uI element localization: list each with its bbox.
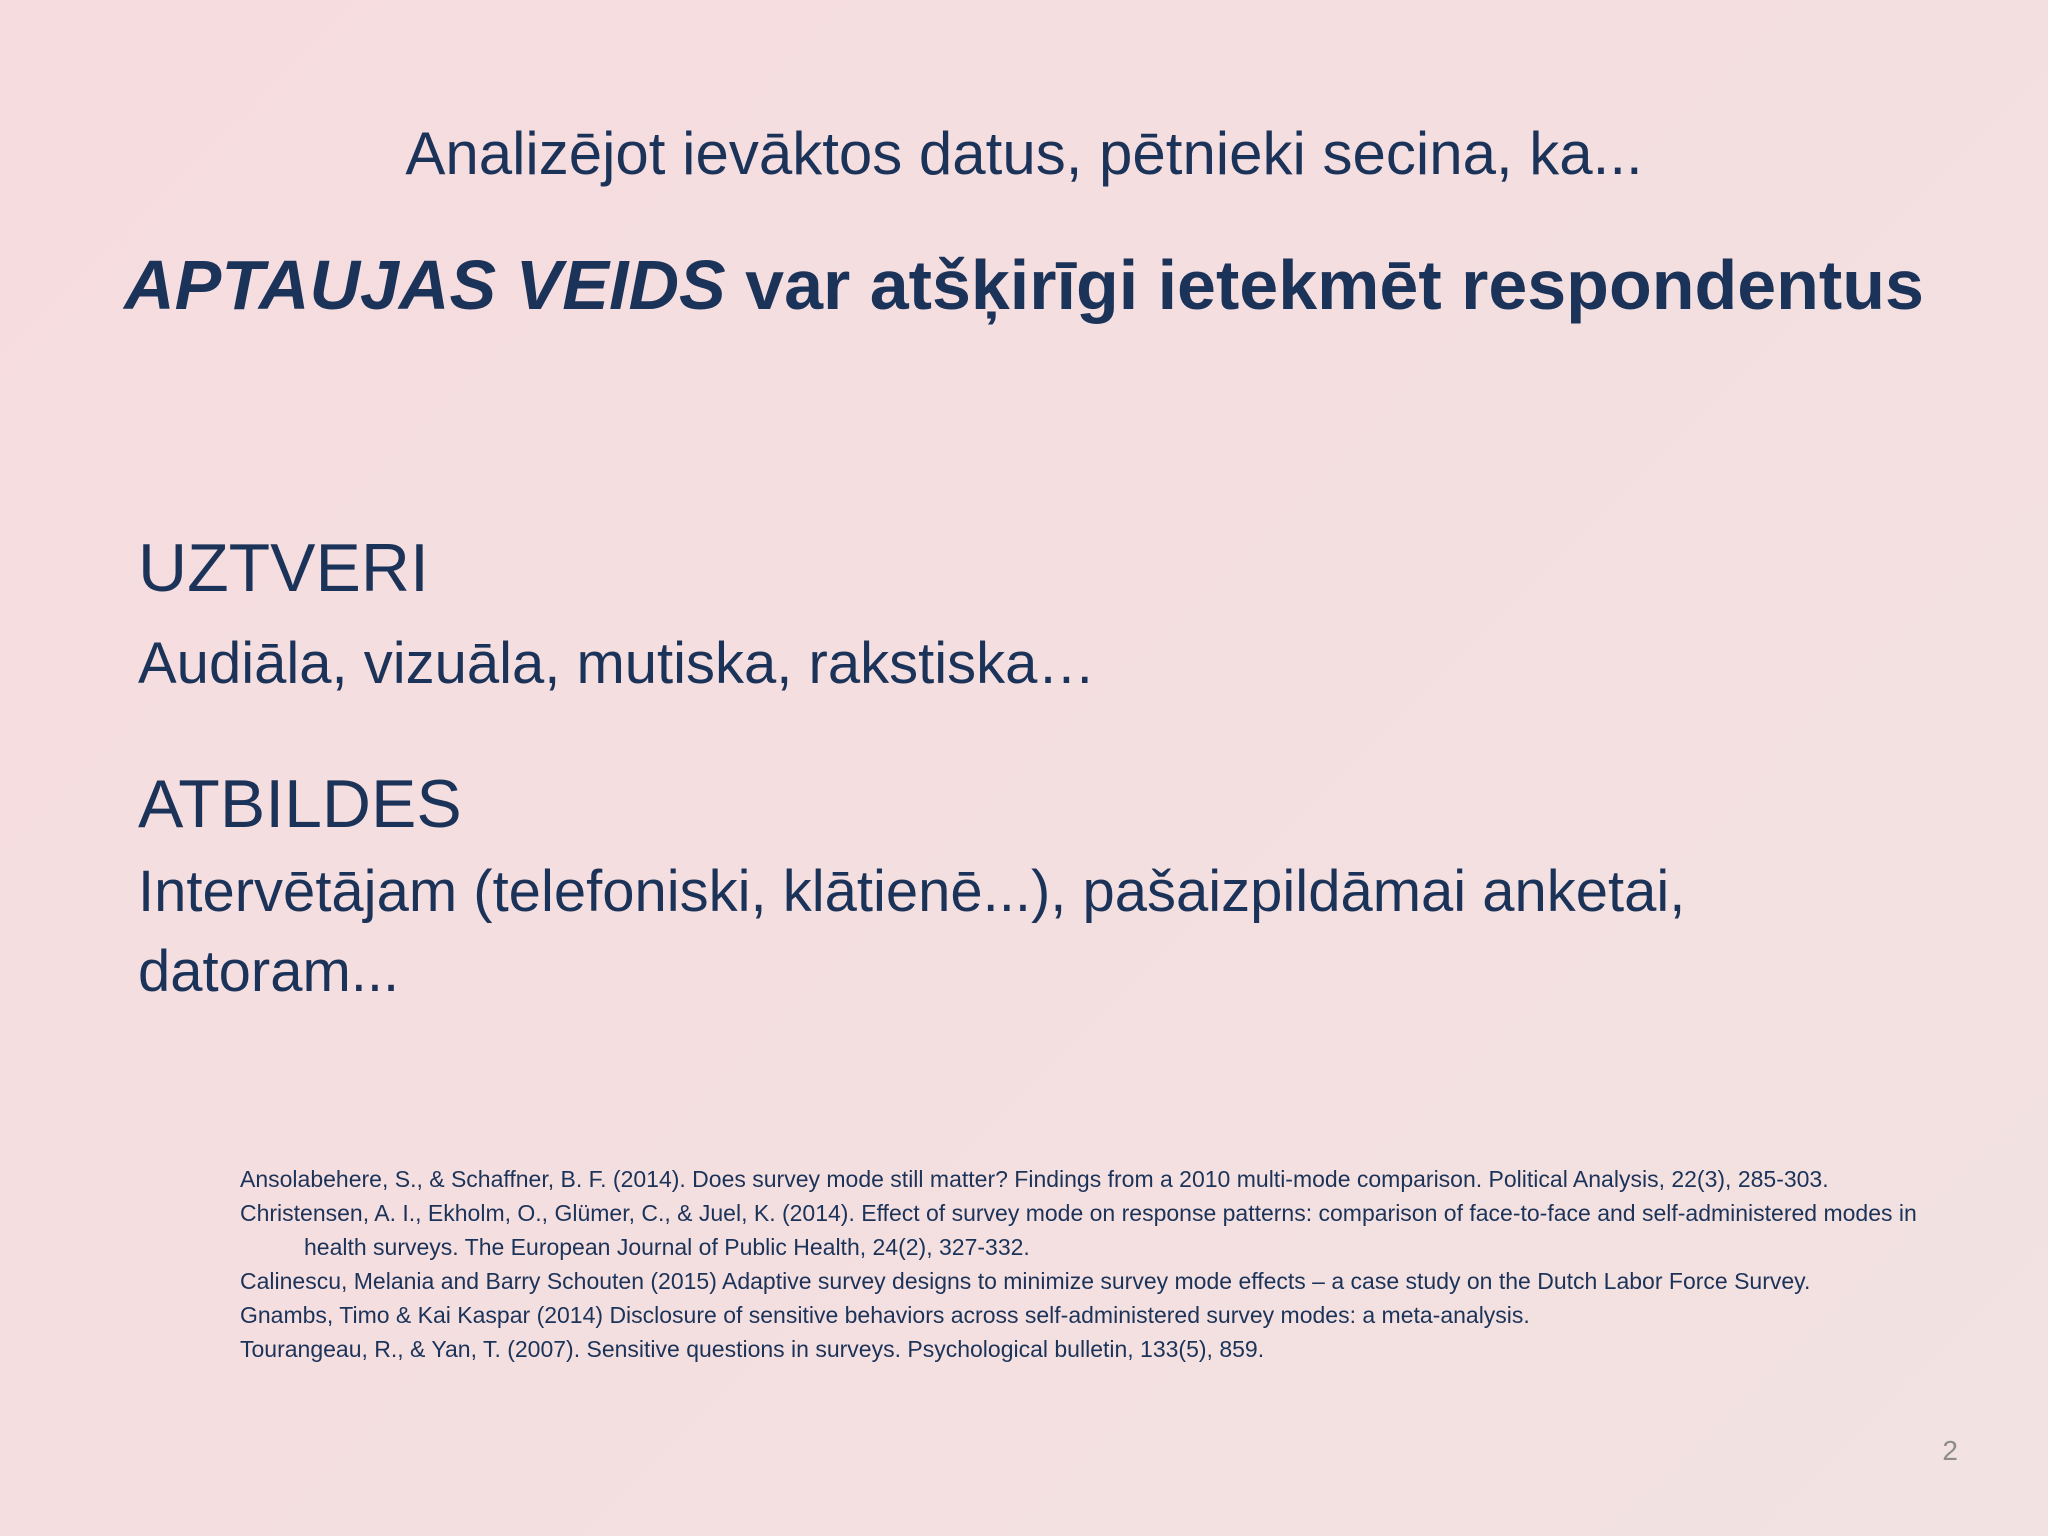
reference-item: Tourangeau, R., & Yan, T. (2007). Sensitive questions in surveys. Psychological bulletin, 133(5), 859. bbox=[240, 1336, 1265, 1362]
reference-item: Gnambs, Timo & Kai Kaspar (2014) Disclosure of sensitive behaviors across self-administered survey modes: a meta-analysis. bbox=[240, 1302, 1530, 1328]
slide-headline bbox=[0, 240, 2048, 330]
headline-rest: var atšķirīgi ietekmēt respondentus bbox=[725, 246, 1924, 324]
reference-item: Christensen, A. I., Ekholm, O., Glümer, C., & Juel, K. (2014). Effect of survey mode on response patterns: comparison of face-to-face and self-administered modes in health surveys. The European Journal of Public Health, 24(2), 327-332. bbox=[240, 1200, 1917, 1260]
reference-item: Calinescu, Melania and Barry Schouten (2015) Adaptive survey designs to minimize survey mode effects – a case study on the Dutch Labor Force Survey. bbox=[240, 1268, 1811, 1294]
section-title-atbildes: ATBILDES bbox=[138, 766, 462, 842]
page-number: 2 bbox=[1942, 1435, 1958, 1466]
section-title-uztveri: UZTVERI bbox=[138, 530, 429, 606]
reference-item: Ansolabehere, S., & Schaffner, B. F. (2014). Does survey mode still matter? Findings from a 2010 multi-mode comparison. Political Analysis, 22(3), 285-303. bbox=[240, 1166, 1829, 1192]
slide-intro: Analizējot ievāktos datus, pētnieki secina, ka... bbox=[405, 120, 1643, 187]
references-list bbox=[240, 1162, 1940, 1366]
headline-emphasis: APTAUJAS VEIDS bbox=[124, 246, 726, 324]
section-body-atbildes: Intervētājam (telefoniski, klātienē...), pašaizpildāmai anketai, datoram... bbox=[138, 859, 1686, 1004]
section-body-uztveri: Audiāla, vizuāla, mutiska, rakstiska… bbox=[138, 631, 1096, 696]
